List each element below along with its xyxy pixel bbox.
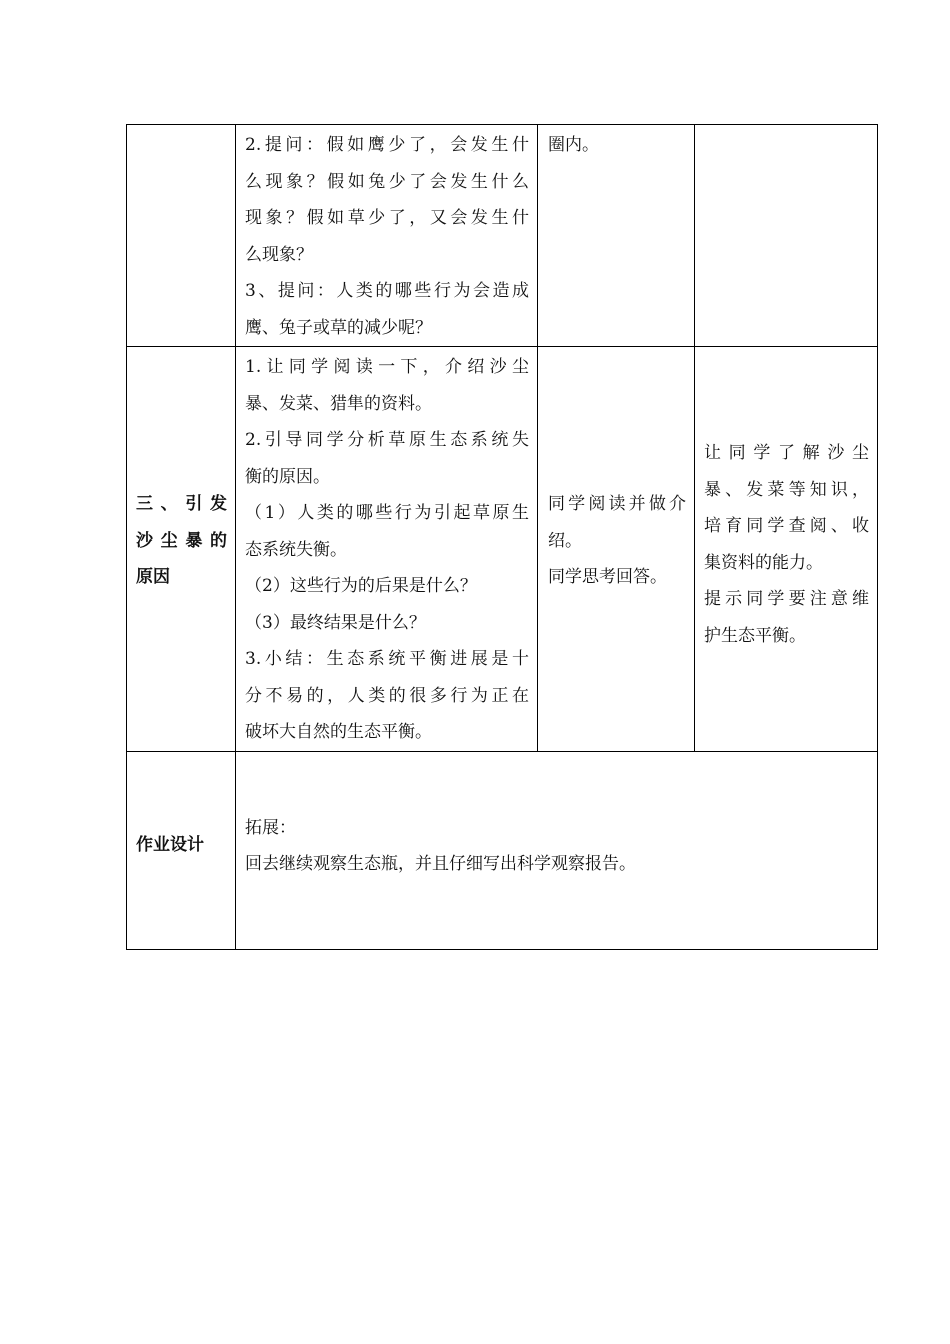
stage-cell xyxy=(127,347,236,752)
stage-label-line: 原因 xyxy=(136,567,170,587)
student-activity-cell xyxy=(538,125,695,347)
text-line: 么现象？假如兔少了会发生什么 xyxy=(245,171,529,192)
design-intent-cell xyxy=(695,125,878,347)
stage-cell xyxy=(127,125,236,347)
text-line: 么现象？ xyxy=(245,244,313,265)
text-line: 同学思考回答。 xyxy=(548,567,667,587)
text-line: 让同学了解沙尘 xyxy=(704,443,869,463)
text-line: 现象？假如草少了，又会发生什 xyxy=(245,208,529,228)
text-line: 态系统失衡。 xyxy=(245,539,347,560)
text-line: 衡的原因。 xyxy=(245,466,330,487)
text-line: 暴、发菜等知识， xyxy=(704,479,869,500)
stage-label-line: 沙尘暴的 xyxy=(136,530,227,551)
text-line: 回去继续观察生态瓶，并且仔细写出科学观察报告。 xyxy=(245,854,636,874)
table-row xyxy=(127,751,878,949)
lesson-plan-table xyxy=(126,124,878,950)
text-line: （1）人类的哪些行为引起草原生 xyxy=(245,503,529,523)
text-line: 护生态平衡。 xyxy=(704,625,806,646)
text-line: 暴、发菜、猎隼的资料。 xyxy=(245,393,432,414)
text-line: （3）最终结果是什么？ xyxy=(245,612,426,633)
stage-label-line: 三、引发 xyxy=(136,494,227,514)
text-line: 同学阅读并做介 xyxy=(548,494,686,514)
teacher-activity-cell xyxy=(236,347,538,752)
design-intent-cell xyxy=(695,347,878,752)
homework-label: 作业设计 xyxy=(136,834,204,855)
text-line: 3.小结：生态系统平衡进展是十 xyxy=(245,649,529,669)
text-line: 圈内。 xyxy=(548,135,599,155)
homework-label-cell xyxy=(127,751,236,949)
text-line: （2）这些行为的后果是什么？ xyxy=(245,576,477,596)
text-line: 2.引导同学分析草原生态系统失 xyxy=(245,430,529,450)
student-activity-cell xyxy=(538,347,695,752)
text-line: 集资料的能力。 xyxy=(704,552,823,573)
text-line: 拓展： xyxy=(245,817,296,838)
text-line: 3、提问：人类的哪些行为会造成 xyxy=(245,281,529,301)
homework-content-cell xyxy=(236,751,878,949)
text-line: 培育同学查阅、收 xyxy=(704,516,869,536)
text-line: 鹰、兔子或草的减少呢？ xyxy=(245,317,432,338)
text-line: 1.让同学阅读一下，介绍沙尘 xyxy=(245,357,529,377)
text-line: 破坏大自然的生态平衡。 xyxy=(245,722,432,742)
text-line: 绍。 xyxy=(548,530,582,551)
teacher-activity-cell xyxy=(236,125,538,347)
table-row xyxy=(127,347,878,752)
text-line: 2.提问：假如鹰少了，会发生什 xyxy=(245,135,529,155)
text-line: 提示同学要注意维 xyxy=(704,589,869,609)
text-line: 分不易的，人类的很多行为正在 xyxy=(245,685,529,706)
table-row xyxy=(127,125,878,347)
